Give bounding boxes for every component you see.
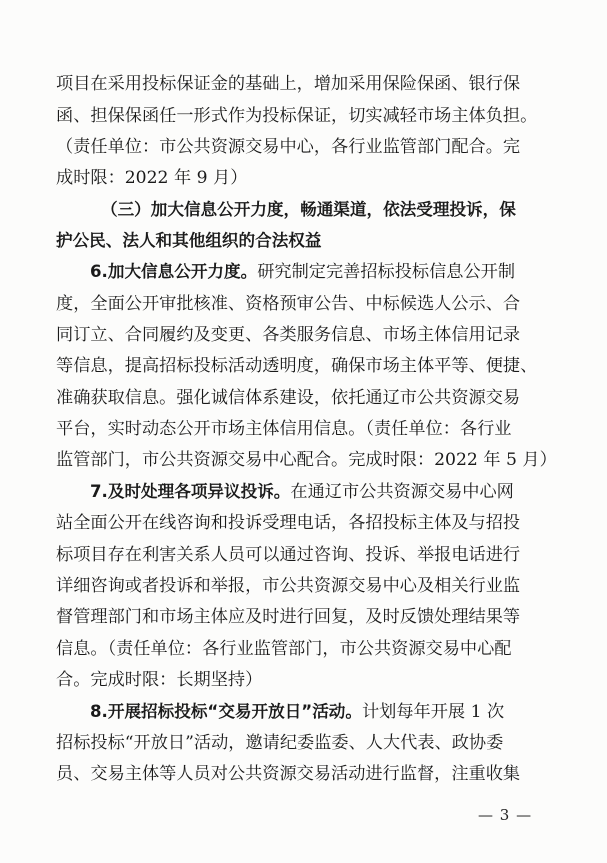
- section-heading-line: 护公民、法人和其他组织的合法权益: [56, 231, 322, 250]
- body-line: 平台，实时动态公开市场主体信用信息。（责任单位：各行业: [56, 419, 512, 439]
- body-line: 度，全面公开审批核准、资格预审公告、中标候选人公示、合: [56, 294, 521, 314]
- item-6-heading: 6.加大信息公开力度。: [90, 262, 258, 281]
- body-line: 站全面公开在线咨询和投诉受理电话，各招投标主体及与招投: [56, 513, 521, 533]
- item-8-text: 计划每年开展 1 次: [361, 702, 505, 722]
- body-line: 同订立、合同履约及变更、各类服务信息、市场主体信用记录: [56, 325, 521, 345]
- body-line: 项目在采用投标保证金的基础上，增加采用保险保函、银行保: [56, 74, 521, 94]
- body-line: 准确获取信息。强化诚信体系建设，依托通辽市公共资源交易: [56, 388, 521, 408]
- body-line: 招标投标“开放日”活动，邀请纪委监委、人大代表、政协委: [56, 733, 504, 753]
- body-line: 详细咨询或者投诉和举报，市公共资源交易中心及相关行业监: [56, 576, 521, 596]
- body-line: 信息。（责任单位：各行业监管部门，市公共资源交易中心配: [56, 639, 512, 659]
- item-6-first-line: [90, 260, 607, 284]
- item-7-first-line: [90, 480, 607, 504]
- item-6-text: 研究制定完善招标投标信息公开制: [257, 262, 516, 282]
- item-8-heading: 8.开展招标投标“交易开放日”活动。: [90, 702, 362, 721]
- item-8-first-line: [90, 700, 607, 724]
- body-line: 等信息，提高招标投标活动透明度，确保市场主体平等、便捷、: [56, 356, 538, 376]
- section-heading-line: （三）加大信息公开力度，畅通渠道，依法受理投诉，保: [101, 200, 516, 219]
- item-7-text: 在通辽市公共资源交易中心网: [290, 482, 514, 502]
- body-line: 员、交易主体等人员对公共资源交易活动进行监督，注重收集: [56, 764, 521, 784]
- page-number: — 3 —: [478, 806, 533, 824]
- item-7-heading: 7.及时处理各项异议投诉。: [90, 482, 291, 501]
- body-line: （责任单位：市公共资源交易中心，各行业监管部门配合。完: [56, 137, 521, 157]
- body-line: 成时限：2022 年 9 月）: [56, 168, 248, 188]
- body-line: 督管理部门和市场主体应及时进行回复，及时反馈处理结果等: [56, 607, 521, 627]
- body-line: 标项目存在利害关系人员可以通过咨询、投诉、举报电话进行: [56, 545, 521, 565]
- body-line: 监管部门，市公共资源交易中心配合。完成时限：2022 年 5 月）: [56, 450, 557, 470]
- body-line: 合。完成时限：长期坚持）: [56, 670, 263, 690]
- body-line: 函、担保保函任一形式作为投标保证，切实减轻市场主体负担。: [56, 106, 538, 126]
